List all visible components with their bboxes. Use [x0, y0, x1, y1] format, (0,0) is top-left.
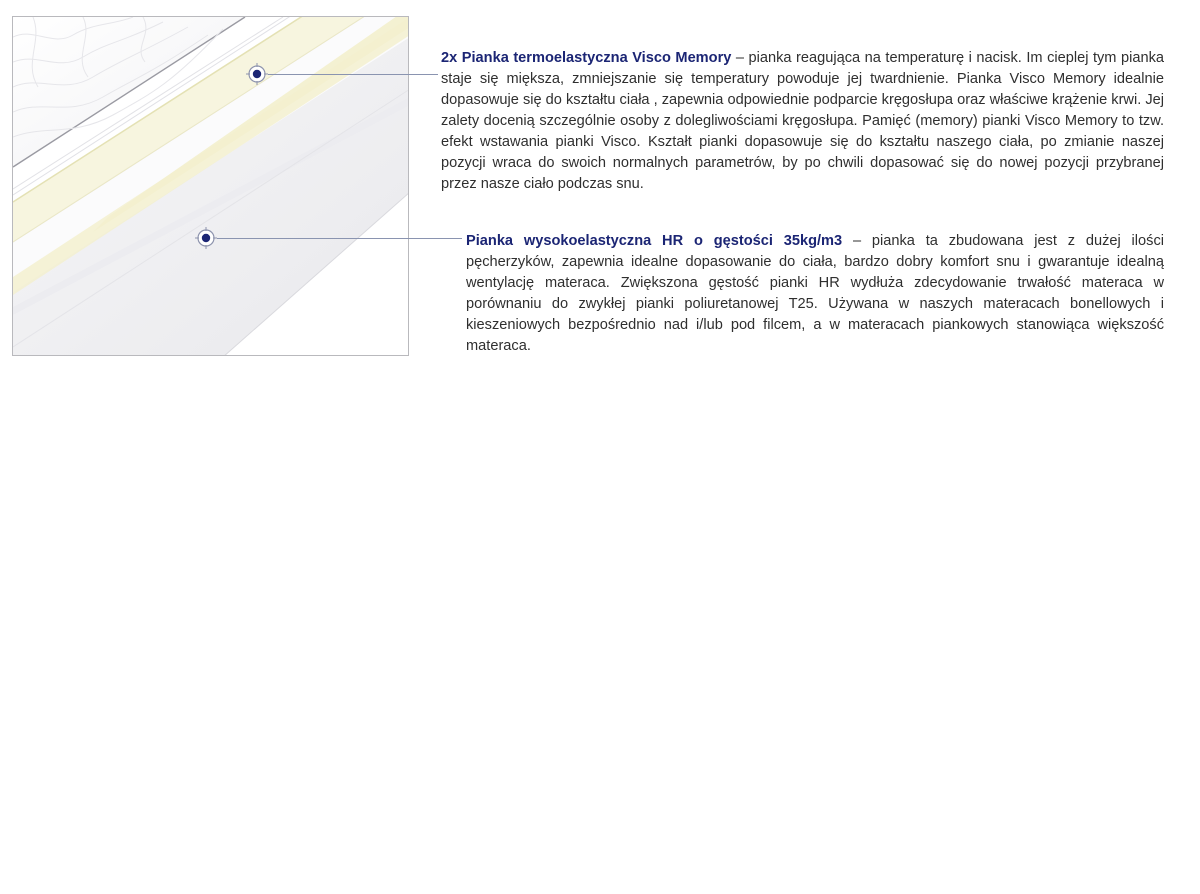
hr-foam-description	[466, 231, 1164, 357]
hr-connector-line	[217, 238, 462, 239]
hr-foam-term: Pianka wysokoelastyczna HR o gęstości 35kg/m3	[466, 233, 843, 249]
hr-foam-body: – pianka ta zbudowana jest z dużej ilości pęcherzyków, zapewnia idealne dopasowanie do ciała, bardzo dobry komfort snu i gwarantuje idealną wentylację materaca. Zwiększona gęstość pianki HR wydłuża zdecydowanie trwałość materaca w porównaniu do zwykłej pianki poliuretanowej T25. Używana w naszych materacach bonellowych i kieszeniowych bezpośrednio nad i/lub pod filcem, a w materacach piankowych stanowiąca większość materaca.	[466, 233, 1164, 354]
mattress-cross-section-image	[12, 16, 409, 356]
visco-connector-line	[268, 74, 438, 75]
visco-memory-description	[441, 48, 1164, 195]
target-marker-icon	[246, 63, 268, 85]
visco-memory-body: – pianka reagująca na temperaturę i nacisk. Im cieplej tym pianka staje się miększa, zmniejszanie się temperatury powoduje jej twardnienie. Pianka Visco Memory idealnie dopasowuje się do kształtu ciała , zapewnia odpowiednie podparcie kręgosłupa oraz właściwe krążenie krwi. Jej zalety docenią szczególnie osoby z dolegliwościami kręgosłupa. Pamięć (memory) pianki Visco Memory to tzw. efekt wstawania pianki Visco. Kształt pianki dopasowuje się do kształtu naszego ciała, po zmianie naszej pozycji wraca do swoich normalnych parametrów, by po chwili dopasować się do nowej pozycji przybranej przez nasze ciało podczas snu.	[441, 50, 1164, 192]
visco-memory-term: 2x Pianka termoelastyczna Visco Memory	[441, 50, 732, 66]
target-marker-icon	[195, 227, 217, 249]
mattress-layers-drawing	[13, 17, 409, 356]
